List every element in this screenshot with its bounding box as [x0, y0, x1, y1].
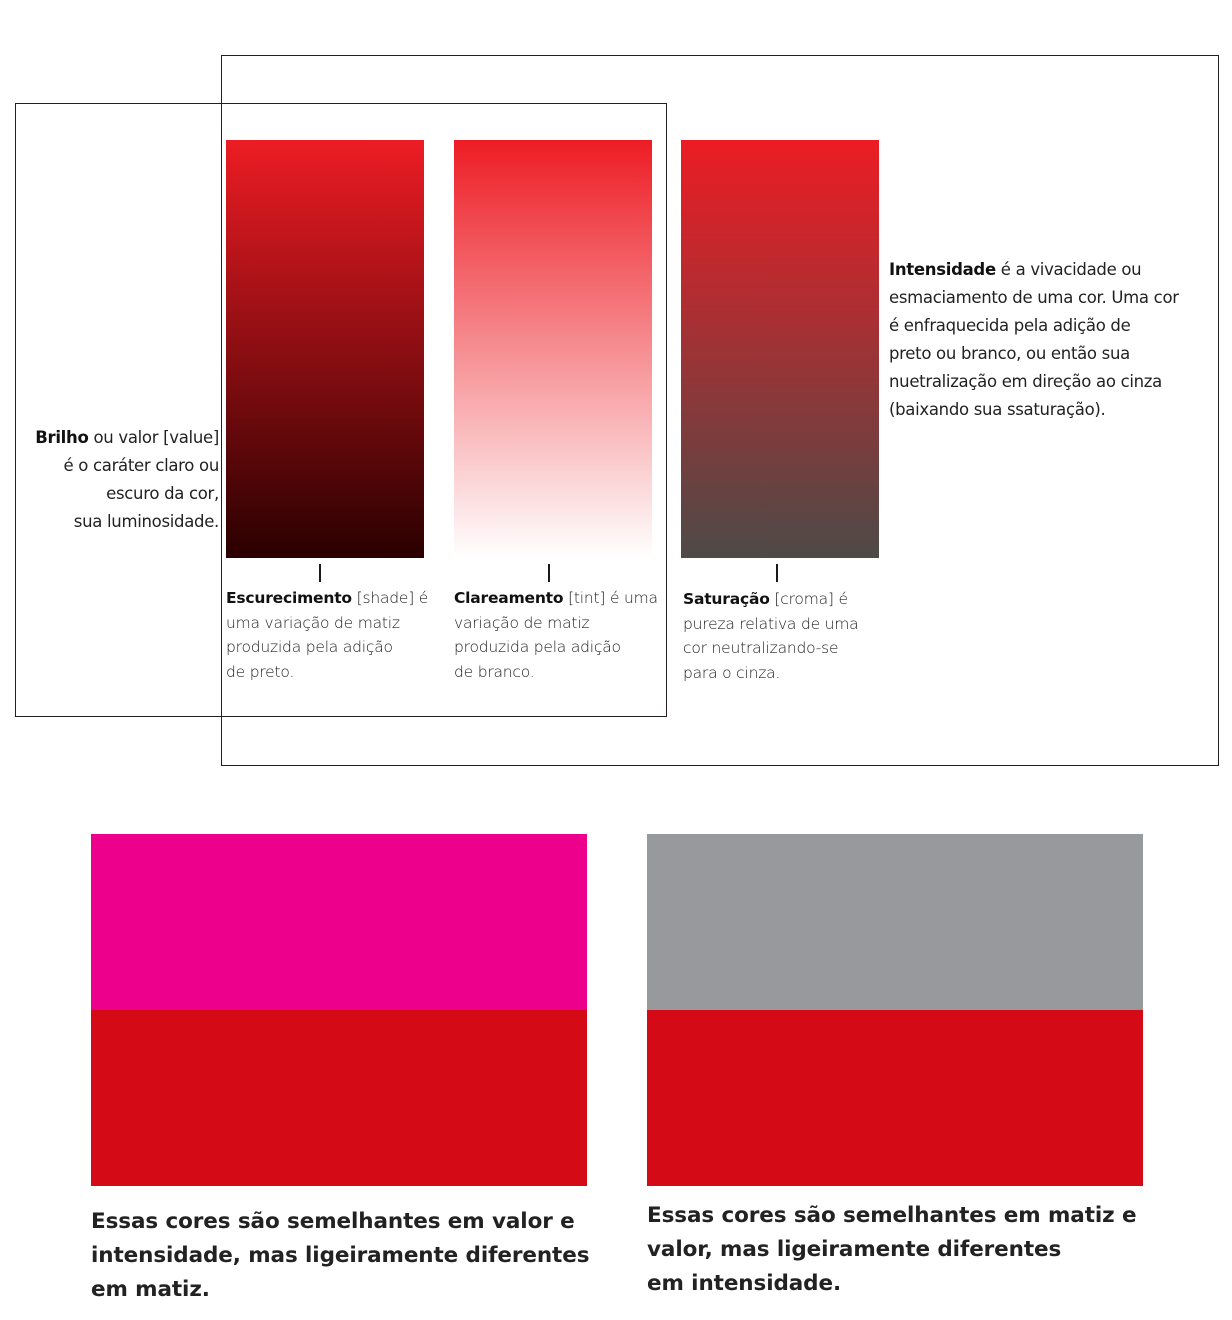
hue-comparison-line: Essas cores são semelhantes em valor e [91, 1209, 575, 1234]
intensity-comparison-line: Essas cores são semelhantes em matiz e [647, 1203, 1137, 1228]
shade-line: [shade] é [356, 589, 429, 607]
brilho-line: é o caráter claro ou [63, 456, 219, 475]
saturation-gradient-swatch [681, 140, 879, 558]
intensidade-line: é enfraquecida pela adição de [889, 316, 1131, 335]
tint-gradient-swatch [454, 140, 652, 558]
gray-color-block [647, 834, 1143, 1010]
intensity-comparison-text [647, 1199, 1167, 1301]
tint-line: variação de matiz [454, 613, 590, 632]
shade-tick [319, 564, 321, 582]
brilho-line: ou valor [value] [88, 428, 219, 447]
red-color-block [647, 1010, 1143, 1186]
brilho-line: escuro da cor, [106, 484, 219, 503]
saturation-line: cor neutralizando-se [683, 639, 839, 657]
shade-gradient-swatch [226, 140, 424, 558]
brilho-line: sua luminosidade. [73, 512, 219, 531]
shade-caption [226, 586, 436, 684]
tint-line: produzida pela adição [454, 638, 621, 656]
red-color-block [91, 1010, 587, 1186]
hue-comparison-pair [91, 834, 587, 1186]
saturation-term: Saturação [683, 590, 770, 608]
saturation-line: [croma] é [774, 590, 848, 608]
intensidade-description [889, 256, 1209, 424]
intensidade-term: Intensidade [889, 260, 996, 279]
intensidade-line: nuetralização em direção ao cinza [889, 372, 1162, 391]
intensity-comparison-pair [647, 834, 1143, 1186]
saturation-line: pureza relativa de uma [683, 614, 859, 633]
saturation-caption [683, 587, 883, 685]
hue-comparison-text [91, 1205, 611, 1307]
brilho-term: Brilho [35, 428, 89, 447]
intensity-comparison-line: em intensidade. [647, 1271, 842, 1296]
tint-line: [tint] é uma [568, 589, 658, 607]
hue-comparison-line: em matiz. [91, 1277, 210, 1302]
shade-term: Escurecimento [226, 589, 352, 607]
intensidade-line: preto ou branco, ou então sua [889, 344, 1130, 363]
intensidade-line: (baixando sua ssaturação). [889, 400, 1106, 419]
shade-line: produzida pela adição [226, 638, 393, 656]
shade-line: uma variação de matiz [226, 613, 400, 632]
brilho-description [20, 424, 219, 536]
hue-comparison-line: intensidade, mas ligeiramente diferentes [91, 1243, 590, 1268]
saturation-line: para o cinza. [683, 663, 781, 682]
magenta-color-block [91, 834, 587, 1010]
tint-tick [548, 564, 550, 582]
saturation-tick [776, 564, 778, 582]
intensidade-line: é a vivacidade ou [995, 260, 1142, 279]
intensidade-line: esmaciamento de uma cor. Uma cor [889, 288, 1179, 307]
tint-term: Clareamento [454, 589, 564, 607]
tint-caption [454, 586, 664, 684]
tint-line: de branco. [454, 662, 535, 681]
intensity-comparison-line: valor, mas ligeiramente diferentes [647, 1237, 1062, 1262]
shade-line: de preto. [226, 662, 295, 681]
